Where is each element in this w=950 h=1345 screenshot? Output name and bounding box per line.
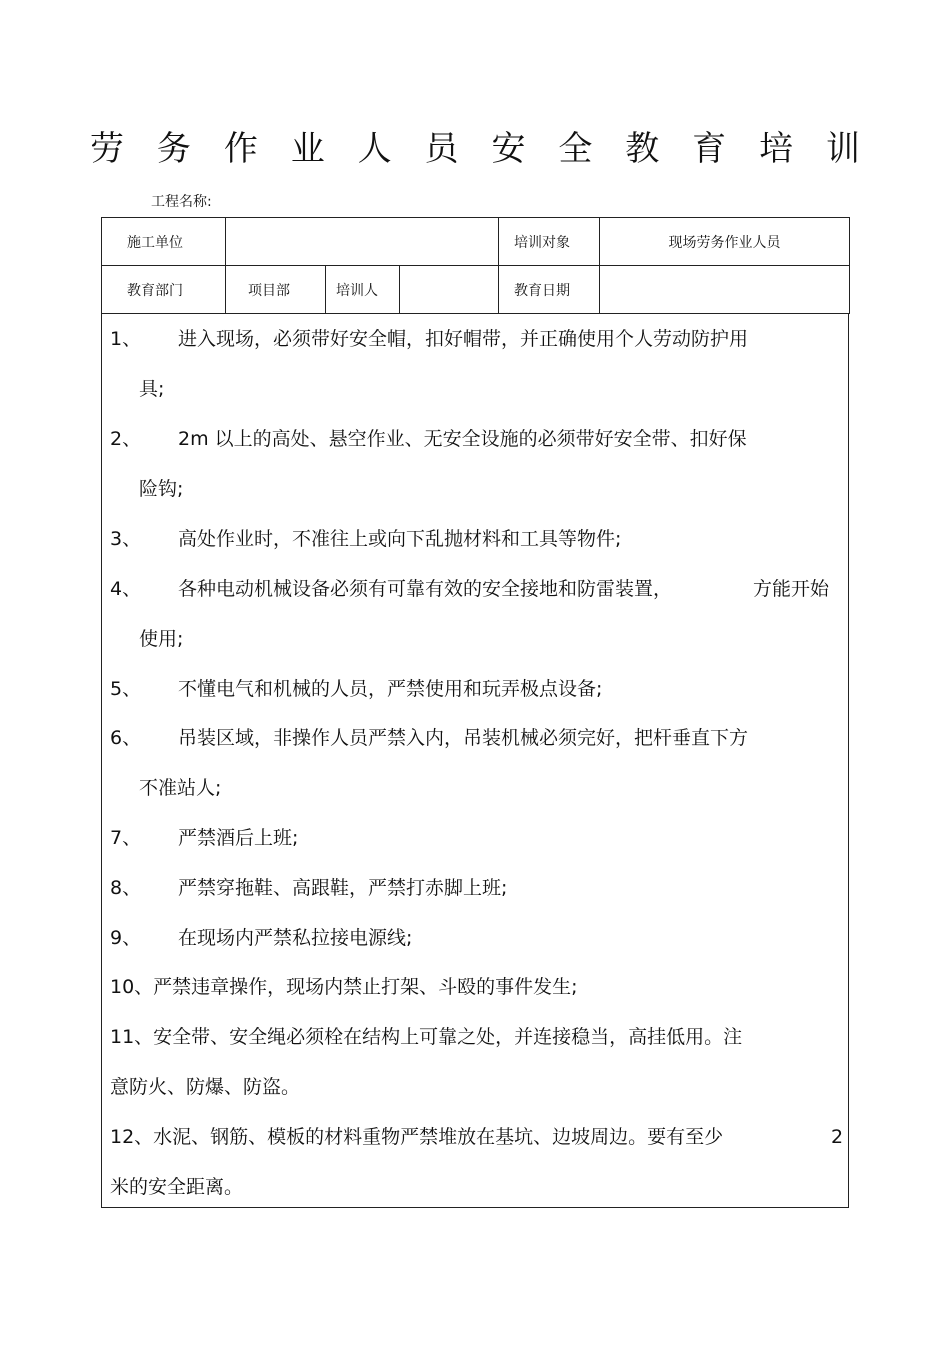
title-char: 员 bbox=[424, 129, 459, 169]
rule-number: 8、 bbox=[110, 877, 142, 899]
rule-number: 7、 bbox=[110, 827, 142, 849]
header-row bbox=[102, 218, 850, 266]
rule-text: 12、水泥、钢筋、模板的材料重物严禁堆放在基坑、边坡周边。要有至少 bbox=[110, 1126, 724, 1148]
education-date-label: 教育日期 bbox=[499, 266, 600, 314]
training-target-label: 培训对象 bbox=[499, 218, 600, 266]
rule-number: 2、 bbox=[110, 428, 142, 450]
rule-text: 吊装区域，非操作人员严禁入内，吊装机械必须完好，把杆垂直下方 bbox=[178, 727, 749, 749]
title-char: 培 bbox=[759, 129, 794, 169]
rule-text: 10、严禁违章操作，现场内禁止打架、斗殴的事件发生; bbox=[110, 976, 578, 998]
header-table bbox=[101, 217, 850, 314]
title-char: 人 bbox=[357, 129, 392, 169]
project-name-label: 工程名称: bbox=[151, 194, 212, 210]
title-char: 训 bbox=[825, 129, 860, 169]
training-target-value: 现场劳务作业人员 bbox=[600, 218, 850, 266]
title-char: 安 bbox=[491, 129, 526, 169]
header-row bbox=[102, 266, 850, 314]
rule-text: 各种电动机械设备必须有可靠有效的安全接地和防雷装置， bbox=[178, 578, 673, 600]
trainer-label: 培训人 bbox=[326, 266, 400, 314]
rule-text-continued: 具; bbox=[139, 378, 165, 400]
rule-text: 高处作业时，不准往上或向下乱抛材料和工具等物件; bbox=[178, 528, 622, 550]
construction-unit-label: 施工单位 bbox=[102, 218, 226, 266]
education-dept-value: 项目部 bbox=[226, 266, 326, 314]
rule-text: 严禁穿拖鞋、高跟鞋，严禁打赤脚上班; bbox=[178, 877, 508, 899]
rule-number: 3、 bbox=[110, 528, 142, 550]
title-char: 全 bbox=[558, 129, 593, 169]
trainer-value bbox=[400, 266, 499, 314]
rule-text-continued: 使用; bbox=[139, 628, 184, 650]
education-date-value bbox=[600, 266, 850, 314]
title-char: 劳 bbox=[90, 129, 124, 169]
rule-text-continued: 米的安全距离。 bbox=[110, 1176, 244, 1198]
rule-number: 5、 bbox=[110, 678, 142, 700]
rule-text: 不懂电气和机械的人员，严禁使用和玩弄极点设备; bbox=[178, 678, 603, 700]
rule-text: 进入现场，必须带好安全帽，扣好帽带，并正确使用个人劳动防护用 bbox=[178, 328, 749, 350]
rule-number: 1、 bbox=[110, 328, 142, 350]
rule-text: 2m 以上的高处、悬空作业、无安全设施的必须带好安全带、扣好保 bbox=[178, 428, 747, 450]
rule-number: 4、 bbox=[110, 578, 142, 600]
page-title bbox=[90, 124, 860, 174]
rule-text-continued: 意防火、防爆、防盗。 bbox=[110, 1076, 301, 1098]
rule-text-tail: 2 bbox=[831, 1126, 844, 1148]
title-char: 作 bbox=[223, 129, 258, 169]
rule-text-tail: 方能开始 bbox=[753, 578, 830, 600]
rule-text-continued: 不准站人; bbox=[139, 777, 222, 799]
title-char: 务 bbox=[156, 129, 191, 169]
education-dept-label: 教育部门 bbox=[102, 266, 226, 314]
title-char: 教 bbox=[625, 129, 660, 169]
rule-text: 严禁酒后上班; bbox=[178, 827, 299, 849]
rules-content bbox=[101, 314, 849, 1208]
rule-text: 11、安全带、安全绳必须栓在结构上可靠之处，并连接稳当，高挂低用。注 bbox=[110, 1026, 743, 1048]
title-char: 育 bbox=[692, 129, 727, 169]
rule-text: 在现场内严禁私拉接电源线; bbox=[178, 927, 413, 949]
title-char: 业 bbox=[290, 129, 325, 169]
rule-number: 6、 bbox=[110, 727, 142, 749]
rule-text-continued: 险钩; bbox=[139, 478, 184, 500]
rule-number: 9、 bbox=[110, 927, 142, 949]
construction-unit-value bbox=[226, 218, 499, 266]
